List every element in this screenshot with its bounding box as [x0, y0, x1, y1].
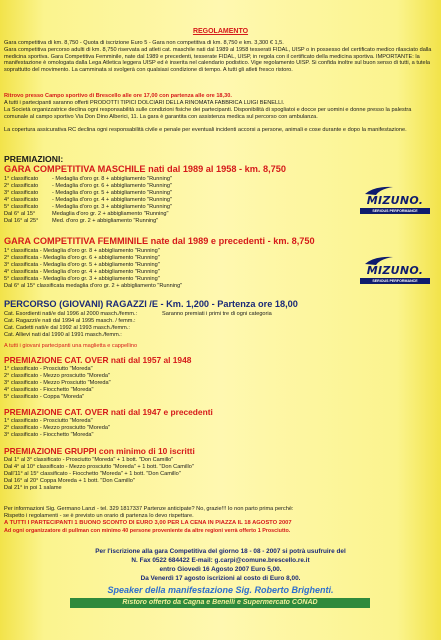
- refreshment-band: [70, 598, 370, 608]
- runbird-icon: [364, 186, 394, 196]
- over-1957-row: 4° classificato - Fiocchetto "Moreda": [4, 387, 94, 393]
- rules-liability: La Società organizzatrice declina ogni responsabilità sulle condizioni fisiche dei partecipanti. Disponibilità di spogliatoi e docce per uomini e donne presso la palestra comunale al campo sportivo Via Don Dino Alberici, 11. La gara è garantita con assistenza medica sul percorso con ambulanza.: [4, 107, 412, 120]
- male-pos: 5° classificato: [4, 204, 39, 210]
- groups-row: Dal 16° al 20° Coppa Moreda + 1 bott. "Don Camillo": [4, 478, 135, 484]
- dinner-voucher-note: A TUTTI I PARTECIPANTI 1 BUONO SCONTO DI EURO 3,00 PER LA CENA IN PIAZZA IL 18 AGOSTO 2007: [4, 520, 292, 526]
- male-race-heading: GARA COMPETITIVA MASCHILE nati dal 1989 al 1958 - km. 8,750: [4, 164, 287, 174]
- rules-insurance: La copertura assicurativa RC declina ogni responsabilità civile e penale per eventuali incidenti accorsi a persone, animali e cose durante e dopo la manifestazione.: [4, 127, 407, 133]
- male-pos: 4° classificato: [4, 197, 39, 203]
- bus-organizer-note: Ad ogni organizzatore di pullman con minimo 40 persone proveniente da altre regioni verrà offerto 1 Prosciutto.: [4, 528, 291, 534]
- male-prize: - Medaglia d'oro gr. 5 + abbigliamento "Running": [52, 190, 172, 196]
- footer-registration: Per l'iscrizione alla gara Competitiva del giorno 18 - 08 - 2007 si potrà usufruire del: [95, 548, 346, 555]
- youth-category: Cat. Esordienti nati/e dal 1996 al 2000 masch./femm.:: [4, 311, 138, 317]
- groups-row: Dal 4° al 10° classificato - Mezzo prosciutto "Moreda" + 1 bott. "Don Camillo": [4, 464, 194, 470]
- female-prize-row: 1° classificata - Medaglia d'oro gr. 8 + abbigliamento "Running": [4, 248, 160, 254]
- youth-gift-note: A tutti i giovani partecipanti una maglietta e cappellino: [4, 343, 138, 349]
- rules-reminder: Rispetto i regolamenti - se è previsto un orario di partenza lo devo rispettare.: [4, 513, 194, 519]
- groups-row: Dal 1° al 3° classificato - Prosciutto "Moreda" + 1 bott. "Don Camillo": [4, 457, 174, 463]
- female-prize-row: 5° classificata - Medaglia d'oro gr. 3 + abbigliamento "Running": [4, 276, 160, 282]
- male-pos: Dal 6° al 15°: [4, 211, 36, 217]
- footer-fax-email: N. Fax 0522 684422 E-mail: g.carpi@comune.brescello.re.it: [131, 557, 310, 564]
- over-1947-row: 1° classificato - Prosciutto "Moreda": [4, 418, 93, 424]
- over-1947-row: 2° classificato - Mezzo prosciutto "Moreda": [4, 425, 111, 431]
- male-pos: 2° classificato: [4, 183, 39, 189]
- logo-tagline: SERIOUS PERFORMANCE: [360, 208, 430, 214]
- over-1957-row: 2° classificato - Mezzo prosciutto "Moreda": [4, 373, 111, 379]
- male-pos: Dal 16° al 25°: [4, 218, 39, 224]
- youth-category: Cat. Allievi nati dal 1990 al 1991 masch./femm.:: [4, 332, 122, 338]
- rules-meeting-point: Ritrovo presso Campo sportivo di Brescello alle ore 17,00 con partenza alle ore 18,30.: [4, 93, 232, 99]
- footer-refreshments: Ristoro offerto da Cagna e Benelli e Supermercato CONAD: [122, 599, 318, 606]
- mizuno-logo: [360, 186, 430, 214]
- male-prize: - Medaglia d'oro gr. 8 + abbigliamento "Running": [52, 176, 172, 182]
- male-pos: 3° classificato: [4, 190, 39, 196]
- over-1957-row: 1° classificato - Prosciutto "Moreda": [4, 366, 93, 372]
- youth-award-note: Saranno premiati i primi tre di ogni categoria: [162, 311, 272, 317]
- male-prize: Medaglia d'oro gr. 2 + abbigliamento "Running": [52, 211, 169, 217]
- over-1947-heading: PREMIAZIONE CAT. OVER nati dal 1947 e precedenti: [4, 407, 213, 417]
- footer-late-fee: Da Venerdì 17 agosto iscrizioni al costo di Euro 8,00.: [140, 575, 301, 582]
- rules-fee-line: Gara competitiva di km. 8,750 - Quota di iscrizione Euro 5 - Gara non competitiva di km. 8,750 e km. 3,300 € 1,5.: [4, 40, 284, 46]
- groups-row: Dall'11° al 15° classificato - Fiocchetto "Moreda" + 1 bott. "Don Camillo": [4, 471, 181, 477]
- female-prize-row: 4° classificata - Medaglia d'oro gr. 4 + abbigliamento "Running": [4, 269, 160, 275]
- logo-tagline: SERIOUS PERFORMANCE: [360, 278, 430, 284]
- footer-speaker: Speaker della manifestazione Sig. Roberto Brighenti.: [107, 585, 334, 595]
- runbird-icon: [364, 256, 394, 266]
- rules-eligibility: Gara competitiva percorso adulti di km. 8,750 riservata ad atleti cat. maschile nati dal 1989 al 1958 tesserati FIDAL, UISP o in possesso del certificato medico rilasciato dalla medicina sportiva. Gara Competitiva Femminile, nate dal 1989 e precedenti, tesserate FIDAL, UISP, in regola con il certificato della medicina sportiva. IMPORTANTE: la manifestazione è omologata dalla Lega Atletica leggera UISP ed è inserita nel calendario podistico. Vige regolamento UISP. Si confida inoltre sul buon senso di tutti, a tutela soprattutto del movimento. La camminata si svolgerà con qualsiasi condizione di tempo. A tutti gli atleti fresco ristoro.: [4, 47, 432, 73]
- rules-products: A tutti i partecipanti saranno offerti PRODOTTI TIPICI DOLCIARI DELLA RINOMATA FABBRICA LUIGI BENELLI.: [4, 100, 285, 106]
- youth-category: Cat. Cadetti nati/e dal 1992 al 1993 masch./femm.:: [4, 325, 130, 331]
- over-1957-row: 3° classificato - Mezzo Prosciutto "Moreda": [4, 380, 111, 386]
- logo-brand: MIZUNO.: [366, 264, 424, 277]
- female-prize-row: 3° classificata - Medaglia d'oro gr. 5 + abbigliamento "Running": [4, 262, 160, 268]
- mizuno-logo: [360, 256, 430, 284]
- male-prize: - Medaglia d'oro gr. 3 + abbigliamento "Running": [52, 204, 172, 210]
- male-prize: - Medaglia d'oro gr. 6 + abbigliamento "Running": [52, 183, 172, 189]
- male-prize: Med. d'oro gr. 2 + abbigliamento "Running": [52, 218, 159, 224]
- youth-race-heading: PERCORSO (GIOVANI) RAGAZZI /E - Km. 1,200 - Partenza ore 18,00: [4, 299, 298, 309]
- over-1957-row: 5° classificato - Coppa "Moreda": [4, 394, 85, 400]
- over-1947-row: 3° classificato - Fiocchetto "Moreda": [4, 432, 94, 438]
- youth-category: Cat. Ragazzi/e nati dal 1994 al 1995 masch. / femm.:: [4, 318, 136, 324]
- page-title: REGOLAMENTO: [192, 28, 249, 35]
- groups-row: Dal 21° in poi 1 salame: [4, 485, 62, 491]
- groups-heading: PREMIAZIONE GRUPPI con minimo di 10 iscritti: [4, 446, 195, 456]
- male-prize: - Medaglia d'oro gr. 4 + abbigliamento "Running": [52, 197, 172, 203]
- awards-label: PREMIAZIONI:: [4, 154, 64, 164]
- over-1957-heading: PREMIAZIONE CAT. OVER nati dal 1957 al 1948: [4, 355, 192, 365]
- footer-deadline: entro Giovedì 16 Agosto 2007 Euro 5,00.: [159, 566, 282, 573]
- female-prize-row: 2° classificata - Medaglia d'oro gr. 6 + abbigliamento "Running": [4, 255, 160, 261]
- female-prize-row: Dal 6° al 15° classificata medaglia d'oro gr. 2 + abbigliamento "Running": [4, 283, 183, 289]
- contact-info: Per informazioni Sig. Germano Lanzi - tel. 329 1817337 Partenze anticipate? No, grazie!!! Io non parto prima perchè:: [4, 506, 294, 512]
- logo-brand: MIZUNO.: [366, 194, 424, 207]
- female-race-heading: GARA COMPETITIVA FEMMINILE nate dal 1989 e precedenti - km. 8,750: [4, 236, 315, 246]
- male-pos: 1° classificato: [4, 176, 39, 182]
